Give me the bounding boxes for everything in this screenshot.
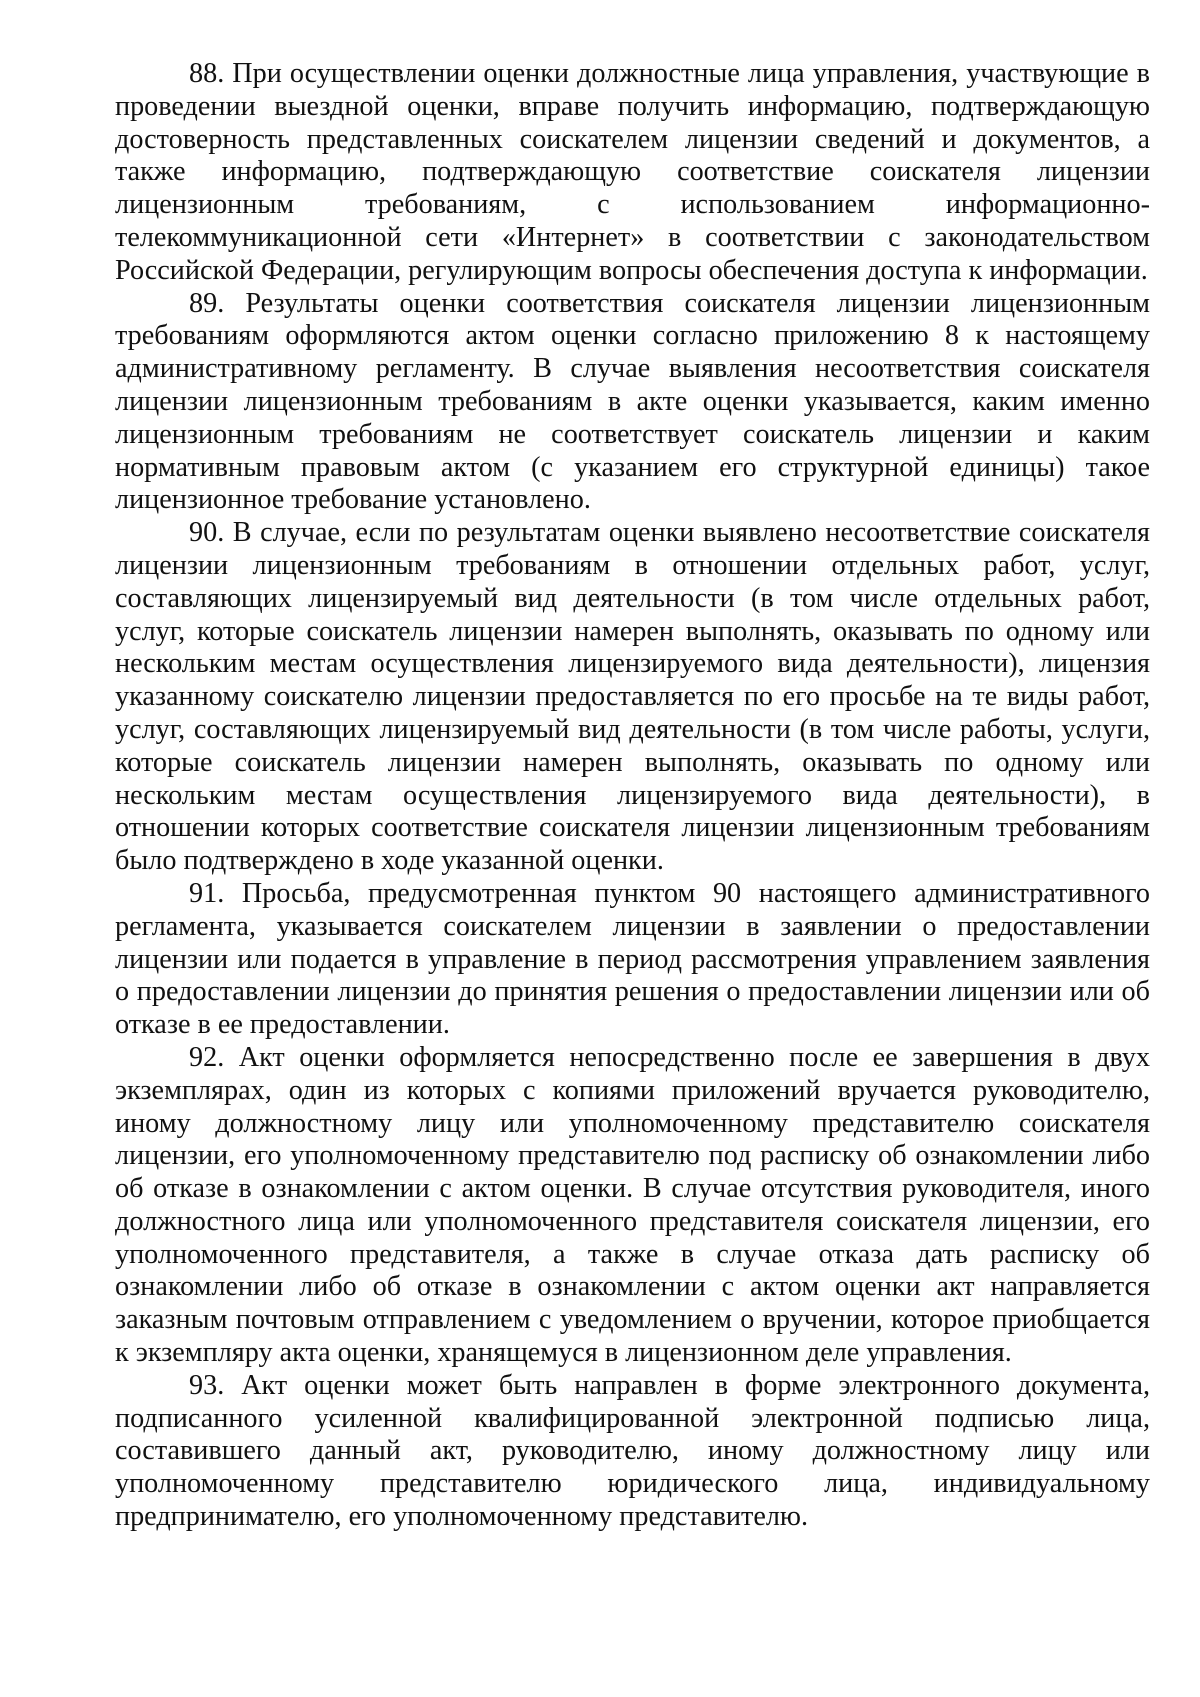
document-page — [115, 58, 1150, 1534]
paragraph-92: 92. Акт оценки оформляется непосредственно после ее завершения в двух экземплярах, один из которых с копиями приложений вручается руководителю, иному должностному лицу или уполномоченному представителю соискателя лицензии, его уполномоченному представителю под расписку об ознакомлении либо об отказе в ознакомлении с актом оценки. В случае отсутствия руководителя, иного должностного лица или уполномоченного представителя соискателя лицензии, его уполномоченного представителя, а также в случае отказа дать расписку об ознакомлении либо об отказе в ознакомлении с актом оценки акт направляется заказным почтовым отправлением с уведомлением о вручении, которое приобщается к экземпляру акта оценки, хранящемуся в лицензионном деле управления. — [115, 1041, 1150, 1369]
paragraph-90: 90. В случае, если по результатам оценки выявлено несоответствие соискателя лицензии лицензионным требованиям в отношении отдельных работ, услуг, составляющих лицензируемый вид деятельности (в том числе отдельных работ, услуг, которые соискатель лицензии намерен выполнять, оказывать по одному или нескольким местам осуществления лицензируемого вида деятельности), лицензия указанному соискателю лицензии предоставляется по его просьбе на те виды работ, услуг, составляющих лицензируемый вид деятельности (в том числе работы, услуги, которые соискатель лицензии намерен выполнять, оказывать по одному или нескольким местам осуществления лицензируемого вида деятельности), в отношении которых соответствие соискателя лицензии лицензионным требованиям было подтверждено в ходе указанной оценки. — [115, 517, 1150, 877]
paragraph-93: 93. Акт оценки может быть направлен в форме электронного документа, подписанного усиленной квалифицированной электронной подписью лица, составившего данный акт, руководителю, иному должностному лицу или уполномоченному представителю юридического лица, индивидуальному предпринимателю, его уполномоченному представителю. — [115, 1369, 1150, 1533]
paragraph-89: 89. Результаты оценки соответствия соискателя лицензии лицензионным требованиям оформляются актом оценки согласно приложению 8 к настоящему административному регламенту. В случае выявления несоответствия соискателя лицензии лицензионным требованиям в акте оценки указывается, каким именно лицензионным требованиям не соответствует соискатель лицензии и каким нормативным правовым актом (с указанием его структурной единицы) такое лицензионное требование установлено. — [115, 287, 1150, 516]
paragraph-88: 88. При осуществлении оценки должностные лица управления, участвующие в проведении выездной оценки, вправе получить информацию, подтверждающую достоверность представленных соискателем лицензии сведений и документов, а также информацию, подтверждающую соответствие соискателя лицензии лицензионным требованиям, с использованием информационно-телекоммуникационной сети «Интернет» в соответствии с законодательством Российской Федерации, регулирующим вопросы обеспечения доступа к информации. — [115, 58, 1150, 286]
paragraph-91: 91. Просьба, предусмотренная пунктом 90 настоящего административного регламента, указывается соискателем лицензии в заявлении о предоставлении лицензии или подается в управление в период рассмотрения управлением заявления о предоставлении лицензии до принятия решения о предоставлении лицензии или об отказе в ее предоставлении. — [115, 877, 1150, 1041]
